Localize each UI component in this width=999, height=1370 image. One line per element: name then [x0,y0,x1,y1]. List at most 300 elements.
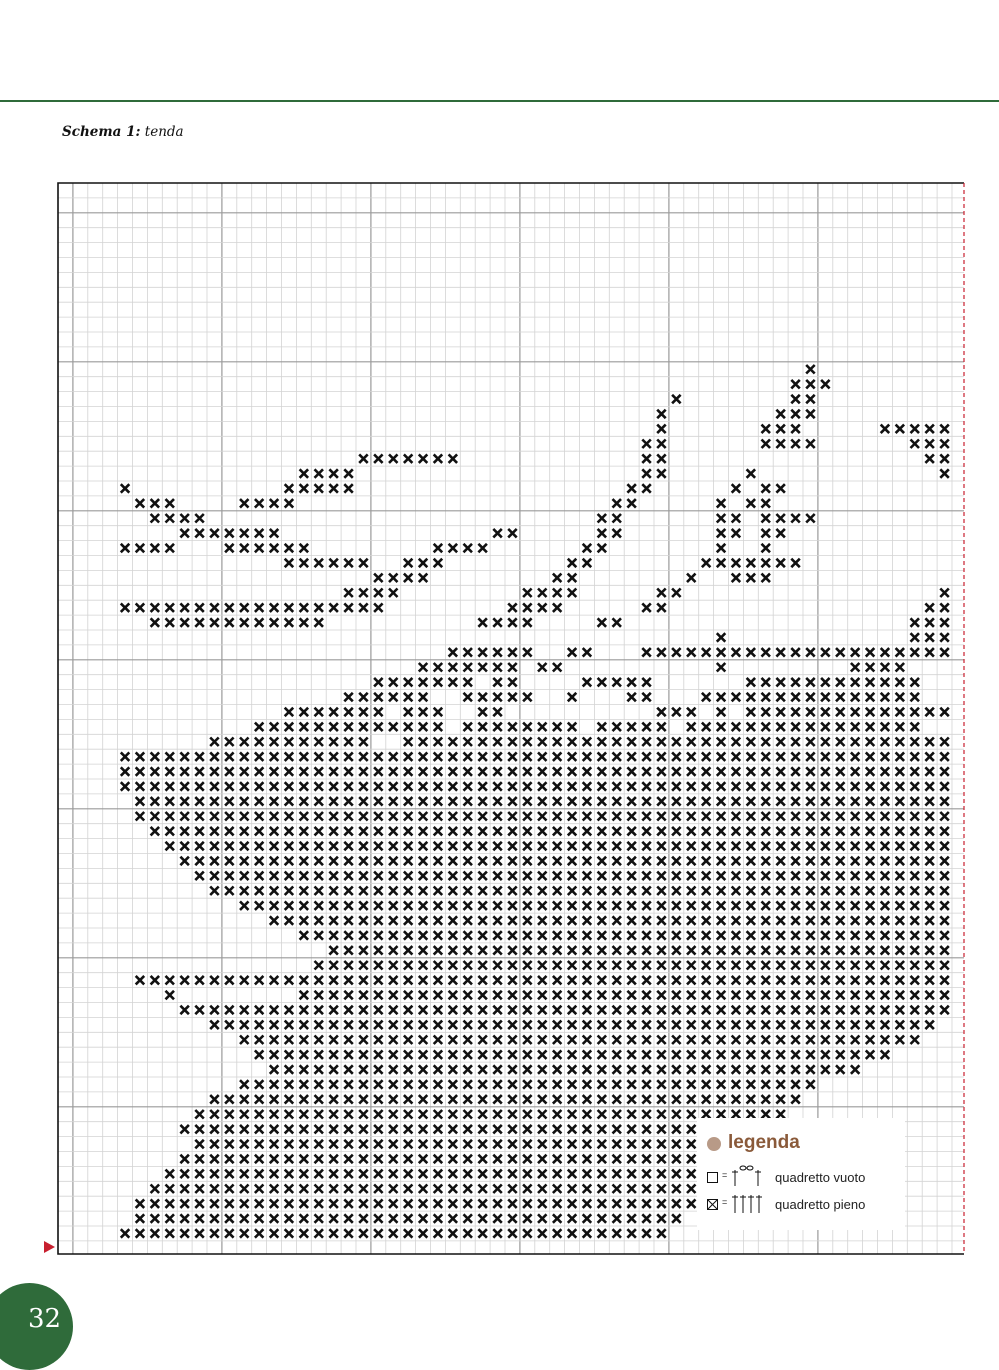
filled-square [657,1050,666,1059]
filled-square [255,767,264,776]
filled-square [553,1110,562,1119]
filled-square [642,723,651,732]
filled-square [866,1021,875,1030]
filled-square [419,574,428,583]
filled-square [449,648,458,657]
filled-square [866,797,875,806]
filled-square [553,827,562,836]
filled-square [627,499,636,508]
filled-square [270,1214,279,1223]
filled-square [270,1006,279,1015]
filled-square [776,782,785,791]
filled-square [642,1155,651,1164]
filled-square [687,887,696,896]
filled-square [329,812,338,821]
grid-border [58,183,964,1254]
filled-square [762,976,771,985]
filled-square [836,752,845,761]
filled-square [791,991,800,1000]
filled-square [359,723,368,732]
filled-square [464,693,473,702]
filled-square [568,842,577,851]
filled-square [523,1170,532,1179]
filled-square [464,1214,473,1223]
filled-square [374,678,383,687]
filled-square [359,1199,368,1208]
filled-square [642,1006,651,1015]
filled-square [359,1155,368,1164]
filled-square [747,723,756,732]
filled-square [240,1021,249,1030]
filled-square [821,991,830,1000]
filled-square [851,887,860,896]
filled-square [538,723,547,732]
filled-square [180,1006,189,1015]
filled-square [806,961,815,970]
filled-square [359,1036,368,1045]
filled-square [657,782,666,791]
filled-square [300,1036,309,1045]
filled-square [568,976,577,985]
filled-square [866,708,875,717]
filled-square [702,976,711,985]
filled-square [911,752,920,761]
filled-square [642,1110,651,1119]
filled-square [404,1155,413,1164]
filled-square [627,1065,636,1074]
filled-square [598,1199,607,1208]
filled-square [329,708,338,717]
filled-square [285,1021,294,1030]
filled-square [329,887,338,896]
filled-square [791,842,800,851]
filled-square [538,767,547,776]
filled-square [344,782,353,791]
filled-square [508,738,517,747]
filled-square [419,1214,428,1223]
filled-square [672,916,681,925]
filled-square [210,529,219,538]
filled-square [389,1155,398,1164]
filled-square [315,872,324,881]
filled-square [762,991,771,1000]
filled-square [598,901,607,910]
filled-square [285,842,294,851]
filled-square [464,901,473,910]
filled-square [613,752,622,761]
filled-square [583,678,592,687]
filled-square [478,693,487,702]
filled-square [613,529,622,538]
filled-square [523,1110,532,1119]
filled-square [598,1140,607,1149]
filled-square [270,1110,279,1119]
filled-square [180,782,189,791]
filled-square [821,678,830,687]
filled-square [508,663,517,672]
filled-square [419,1185,428,1194]
filled-square [702,797,711,806]
filled-square [166,1170,175,1179]
filled-square [553,872,562,881]
filled-square [315,991,324,1000]
filled-square [464,648,473,657]
filled-square [478,1080,487,1089]
filled-square [508,991,517,1000]
filled-square [598,752,607,761]
filled-square [285,1214,294,1223]
filled-square [270,916,279,925]
filled-square [270,544,279,553]
filled-square [300,916,309,925]
filled-square [702,812,711,821]
filled-square [329,559,338,568]
filled-square [434,901,443,910]
filled-square [732,827,741,836]
filled-square [344,797,353,806]
filled-square [419,559,428,568]
filled-square [747,901,756,910]
filled-square [613,1155,622,1164]
filled-square [762,693,771,702]
filled-square [627,678,636,687]
filled-square [493,1185,502,1194]
filled-square [687,708,696,717]
filled-square [136,1214,145,1223]
filled-square [240,1140,249,1149]
filled-square [911,678,920,687]
filled-square [329,1110,338,1119]
filled-square [180,1185,189,1194]
filled-square [449,1095,458,1104]
filled-square [925,1006,934,1015]
filled-square [911,797,920,806]
filled-square [344,484,353,493]
filled-square [657,976,666,985]
filled-square [523,872,532,881]
filled-square [881,946,890,955]
filled-square [583,738,592,747]
filled-square [136,812,145,821]
filled-square [836,1065,845,1074]
filled-square [776,559,785,568]
filled-square [911,872,920,881]
filled-square [151,782,160,791]
filled-square [523,961,532,970]
filled-square [255,857,264,866]
filled-square [210,1140,219,1149]
filled-square [687,857,696,866]
filled-square [732,767,741,776]
filled-square [344,991,353,1000]
filled-square [240,767,249,776]
filled-square [791,693,800,702]
filled-square [180,529,189,538]
filled-square [344,603,353,612]
filled-square [329,1036,338,1045]
filled-square [583,782,592,791]
filled-square [404,1110,413,1119]
filled-square [821,946,830,955]
filled-square [121,752,130,761]
filled-square [389,723,398,732]
filled-square [240,529,249,538]
filled-square [642,1021,651,1030]
filled-square [478,976,487,985]
filled-square [762,1006,771,1015]
filled-square [180,842,189,851]
filled-square [523,767,532,776]
filled-square [419,1229,428,1238]
filled-square [672,842,681,851]
filled-square [255,603,264,612]
filled-square [687,1199,696,1208]
filled-square [836,842,845,851]
filled-square [702,857,711,866]
filled-square [568,1050,577,1059]
filled-square [404,678,413,687]
filled-square [702,648,711,657]
filled-square [762,797,771,806]
filled-square [851,723,860,732]
filled-square [642,1050,651,1059]
filled-square [821,976,830,985]
filled-square [642,1140,651,1149]
filled-square [896,842,905,851]
filled-square [627,1214,636,1223]
filled-square [478,961,487,970]
filled-square [613,1036,622,1045]
filled-square [642,603,651,612]
filled-square [404,723,413,732]
filled-square [896,723,905,732]
filled-square [434,916,443,925]
filled-square [329,931,338,940]
filled-square [151,797,160,806]
filled-square [508,723,517,732]
filled-square [523,1050,532,1059]
filled-square [568,901,577,910]
filled-square [434,782,443,791]
filled-square [493,1140,502,1149]
filled-square [881,678,890,687]
filled-square [449,827,458,836]
filled-square [568,872,577,881]
filled-square [285,797,294,806]
filled-square [791,395,800,404]
filled-square [627,1140,636,1149]
filled-square [747,1080,756,1089]
filled-square [449,857,458,866]
filled-square [553,723,562,732]
filled-square [583,1140,592,1149]
filled-square [315,827,324,836]
filled-square [389,1080,398,1089]
filled-square [449,931,458,940]
filled-square [374,1170,383,1179]
filled-square [613,991,622,1000]
filled-square [359,738,368,747]
filled-square [657,1170,666,1179]
filled-square [717,857,726,866]
filled-square [344,469,353,478]
filled-square [404,872,413,881]
filled-square [434,544,443,553]
filled-square [553,767,562,776]
filled-square [270,872,279,881]
filled-square [672,931,681,940]
filled-square [255,1036,264,1045]
filled-square [598,1229,607,1238]
filled-square [836,887,845,896]
filled-square [702,782,711,791]
filled-square [806,916,815,925]
filled-square [687,1185,696,1194]
filled-square [925,648,934,657]
filled-square [598,1080,607,1089]
filled-square [359,916,368,925]
filled-square [300,1125,309,1134]
filled-square [911,976,920,985]
filled-square [717,544,726,553]
filled-square [210,1125,219,1134]
filled-square [449,916,458,925]
filled-square [255,723,264,732]
filled-square [166,767,175,776]
filled-square [180,797,189,806]
filled-square [762,901,771,910]
filled-square [493,767,502,776]
filled-square [210,738,219,747]
filled-square [583,797,592,806]
filled-square [538,857,547,866]
filled-square [255,872,264,881]
filled-square [478,1095,487,1104]
filled-square [627,752,636,761]
filled-square [508,1170,517,1179]
filled-square [419,454,428,463]
filled-square [315,603,324,612]
filled-square [806,1050,815,1059]
filled-square [240,1080,249,1089]
filled-square [598,931,607,940]
filled-square [821,812,830,821]
filled-square [717,872,726,881]
filled-square [538,797,547,806]
filled-square [568,574,577,583]
filled-square [315,857,324,866]
filled-square [225,1170,234,1179]
filled-square [776,812,785,821]
filled-square [225,1185,234,1194]
filled-square [225,1199,234,1208]
filled-square [687,1125,696,1134]
filled-square [940,931,949,940]
filled-square [240,782,249,791]
filled-square [166,782,175,791]
filled-square [449,1155,458,1164]
filled-square [225,544,234,553]
filled-square [300,1155,309,1164]
filled-square [881,857,890,866]
filled-square [925,618,934,627]
filled-square [434,1140,443,1149]
filled-square [821,708,830,717]
filled-square [359,901,368,910]
filled-square [523,1140,532,1149]
filled-square [568,857,577,866]
filled-square [881,648,890,657]
filled-square [449,1125,458,1134]
filled-square [806,410,815,419]
filled-square [300,827,309,836]
filled-square [240,827,249,836]
filled-square [464,916,473,925]
filled-square [866,812,875,821]
filled-square [300,1185,309,1194]
filled-square [776,529,785,538]
filled-square [508,618,517,627]
filled-square [627,767,636,776]
filled-square [583,901,592,910]
filled-square [598,842,607,851]
filled-square [598,529,607,538]
filled-square [434,1080,443,1089]
filled-square [776,1065,785,1074]
filled-square [493,916,502,925]
filled-square [344,738,353,747]
filled-square [180,976,189,985]
filled-square [195,603,204,612]
filled-square [434,812,443,821]
filled-square [762,484,771,493]
filled-square [851,946,860,955]
filled-square [642,991,651,1000]
filled-square [419,991,428,1000]
filled-square [538,1140,547,1149]
filled-square [300,618,309,627]
filled-square [717,693,726,702]
filled-square [389,1021,398,1030]
filled-square [225,782,234,791]
filled-square [732,782,741,791]
filled-square [300,1170,309,1179]
filled-square [791,723,800,732]
filled-square [255,1170,264,1179]
filled-square [702,872,711,881]
filled-square [255,797,264,806]
filled-square [449,663,458,672]
filled-square [508,916,517,925]
filled-square [672,395,681,404]
filled-square [821,1065,830,1074]
filled-square [627,782,636,791]
filled-square [687,1110,696,1119]
filled-square [508,887,517,896]
filled-square [851,916,860,925]
filled-square [389,454,398,463]
filled-square [568,752,577,761]
filled-square [911,425,920,434]
filled-square [762,872,771,881]
filled-square [493,678,502,687]
filled-square [434,1021,443,1030]
filled-square [791,514,800,523]
filled-square [821,887,830,896]
filled-square [553,976,562,985]
filled-square [613,1185,622,1194]
filled-square [523,887,532,896]
